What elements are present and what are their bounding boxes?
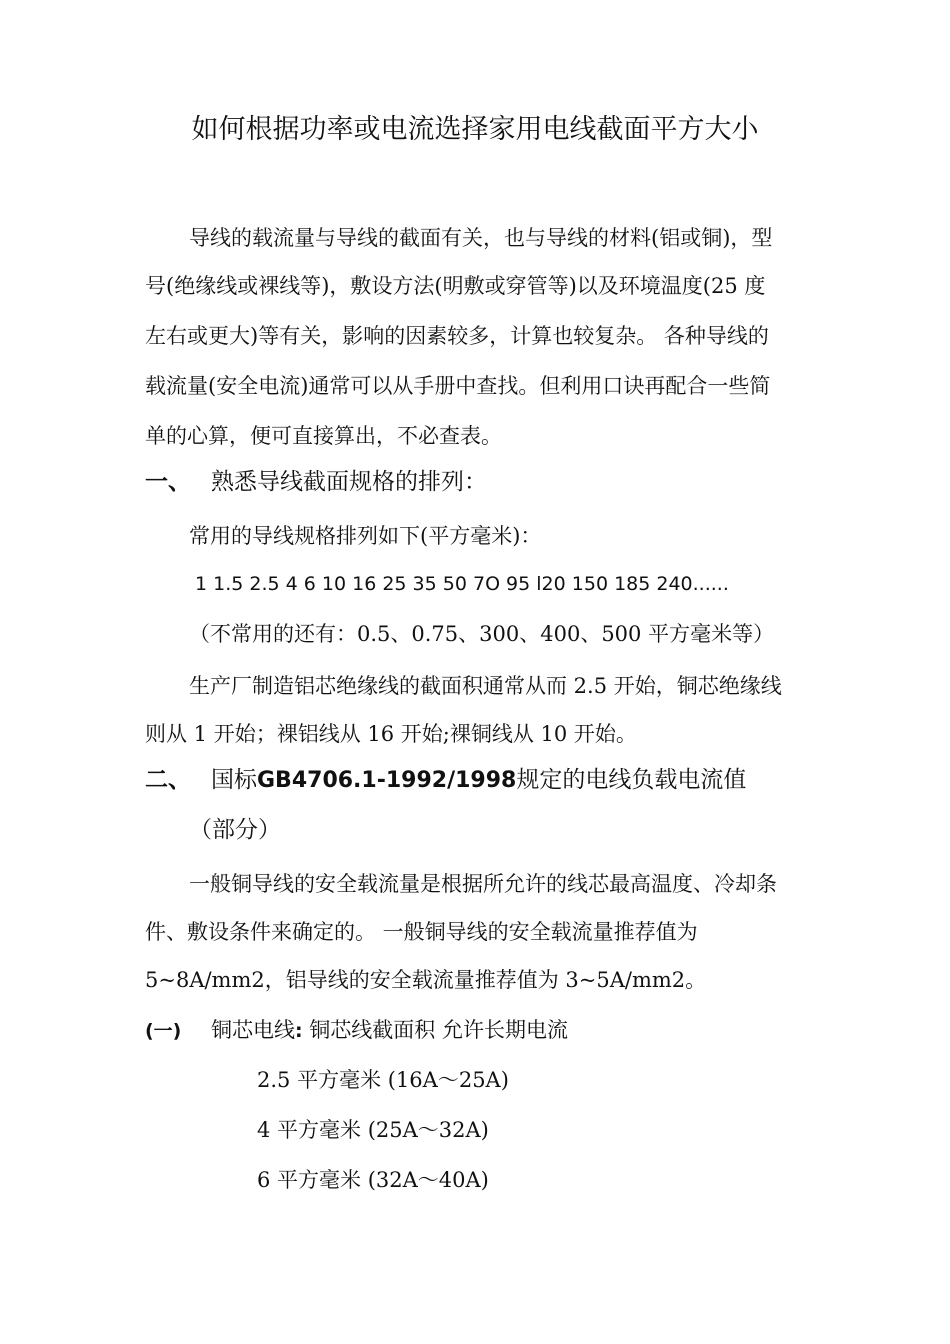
document-title: 如何根据功率或电流选择家用电线截面平方大小 [191, 114, 759, 145]
intro-line-5: 单的心算，便可直接算出，不必查表。 [145, 424, 502, 448]
section-2-title-prefix: 国标 [211, 767, 257, 793]
section-2-heading [145, 766, 746, 795]
copper-row: 4 平方毫米 (25A～32A) [257, 1118, 489, 1142]
intro-line-2: 号(绝缘线或裸线等)，敷设方法(明敷或穿管等)以及环境温度(25 度 [145, 274, 766, 298]
section-1-title: 熟悉导线截面规格的排列： [211, 469, 487, 495]
section-2-paragraph-line-1: 一般铜导线的安全载流量是根据所允许的线芯最高温度、冷却条 [189, 872, 777, 896]
section-2-number: 二、 [145, 766, 191, 793]
uncommon-sizes-note: （不常用的还有：0.5、0.75、300、400、500 平方毫米等） [189, 622, 775, 646]
intro-line-1: 导线的载流量与导线的截面有关，也与导线的材料(铝或铜)，型 [189, 226, 773, 250]
copper-row: 6 平方毫米 (32A～40A) [257, 1168, 489, 1192]
section-2-standard-code: GB4706.1-1992/1998 [257, 768, 517, 793]
wire-size-list: 1 1.5 2.5 4 6 10 16 25 35 50 7O 95 l20 150 185 240...... [195, 573, 729, 595]
section-2-title-suffix: 规定的电线负载电流值 [516, 767, 747, 793]
intro-line-4: 载流量(安全电流)通常可以从手册中查找。但利用口诀再配合一些简 [145, 374, 771, 398]
copper-row: 2.5 平方毫米 (16A～25A) [257, 1068, 509, 1092]
copper-wire-heading [145, 1016, 568, 1045]
section-2-heading-line-2: （部分） [189, 817, 281, 843]
section-1-paragraph-2-line-1: 生产厂制造铝芯绝缘线的截面积通常从而 2.5 开始，铜芯绝缘线 [189, 674, 782, 698]
section-2-paragraph-line-3: 5~8A/mm2，铝导线的安全载流量推荐值为 3~5A/mm2。 [145, 968, 707, 992]
section-1-paragraph-1: 常用的导线规格排列如下(平方毫米)： [189, 524, 542, 548]
section-1-heading [145, 468, 487, 496]
copper-subsection-number: (一) [145, 1020, 182, 1042]
copper-wire-label: 铜芯电线 [211, 1018, 295, 1042]
copper-wire-colon: : [295, 1020, 303, 1042]
section-1-paragraph-2-line-2: 则从 1 开始；裸铝线从 16 开始;裸铜线从 10 开始。 [145, 722, 637, 746]
section-1-number: 一、 [145, 468, 191, 495]
intro-line-3: 左右或更大)等有关，影响的因素较多，计算也较复杂。 各种导线的 [145, 324, 769, 348]
section-2-paragraph-line-2: 件、敷设条件来确定的。 一般铜导线的安全载流量推荐值为 [145, 920, 698, 944]
copper-table-header: 铜芯线截面积 允许长期电流 [302, 1018, 568, 1042]
